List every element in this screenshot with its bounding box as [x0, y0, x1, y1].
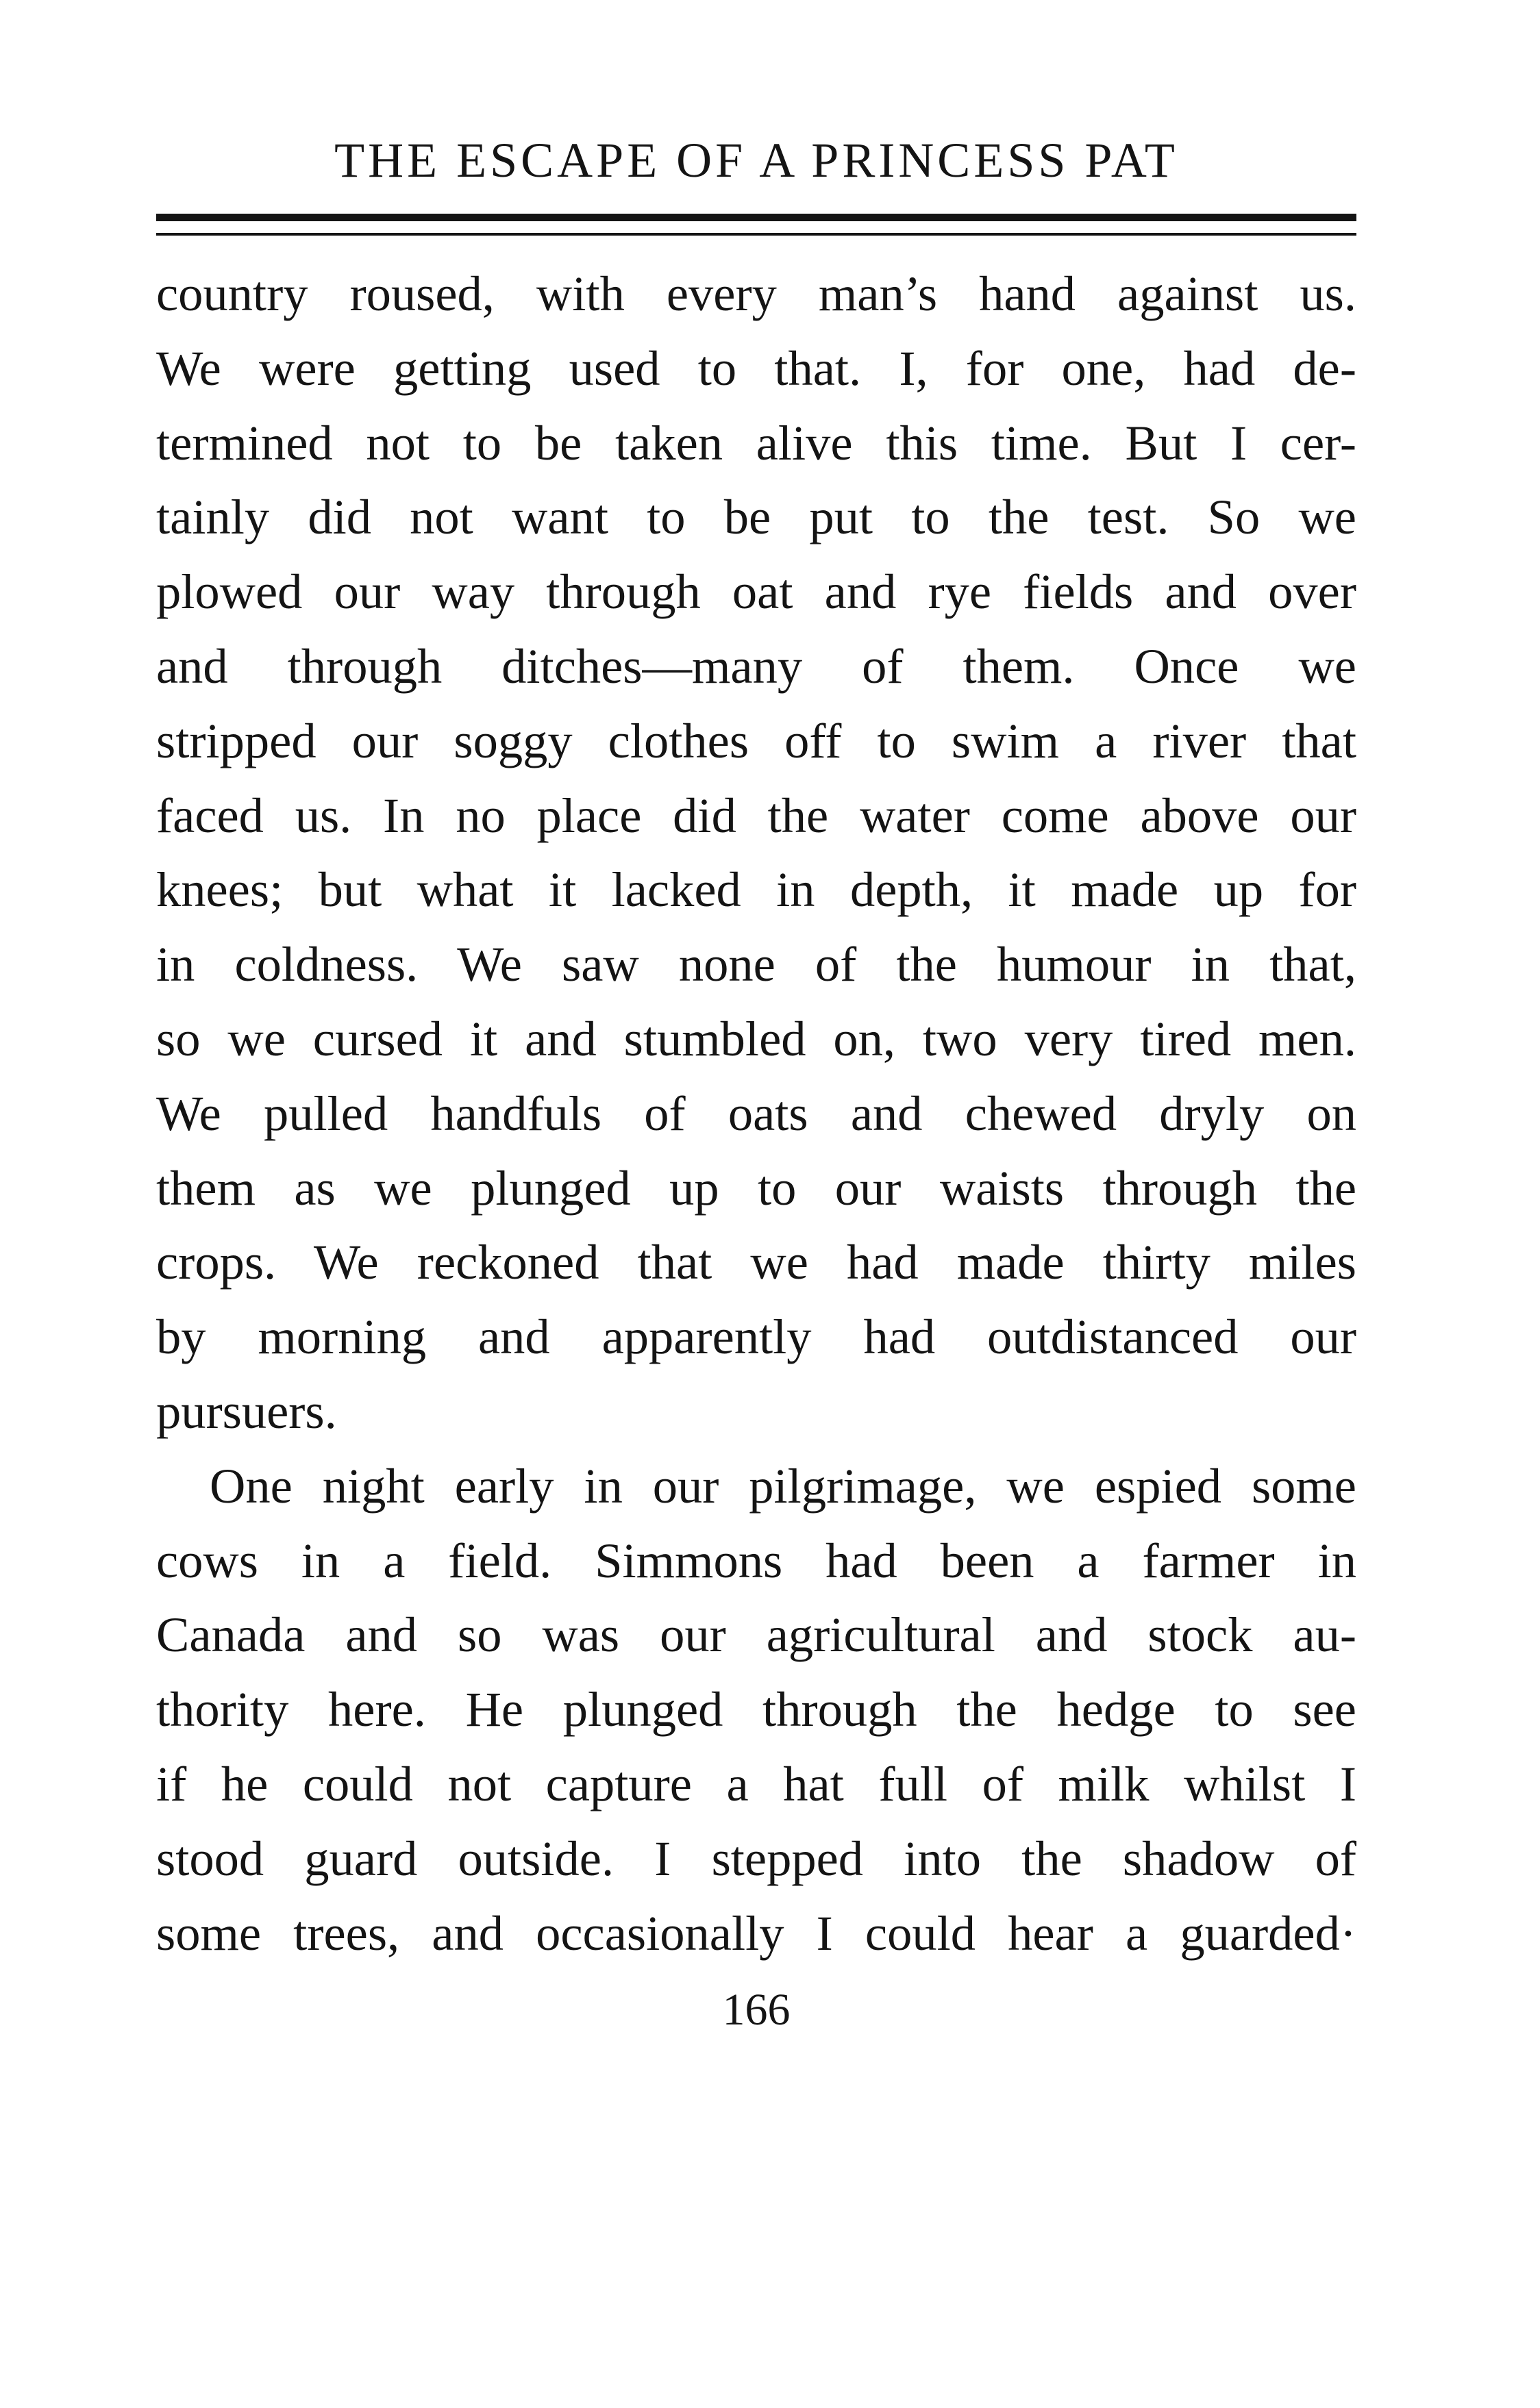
- paragraph-first-line: One night early in our pilgrimage, we espied some: [210, 1457, 1356, 1514]
- text-line: tainly did not want to be put to the test. So we: [156, 489, 1356, 545]
- text-line: thority here. He plunged through the hedge to see: [156, 1681, 1356, 1738]
- text-line: pursuers.: [156, 1383, 337, 1439]
- text-line: We pulled handfuls of oats and chewed dryly on: [156, 1085, 1356, 1141]
- text-line: so we cursed it and stumbled on, two very tired men.: [156, 1010, 1356, 1066]
- running-head-title: THE ESCAPE OF A PRINCESS PAT: [334, 133, 1178, 188]
- text-line: termined not to be taken alive this time. But I cer-: [156, 414, 1356, 471]
- header-rule-thin: [156, 233, 1356, 236]
- text-line: faced us. In no place did the water come above our: [156, 787, 1356, 843]
- text-line: them as we plunged up to our waists through the: [156, 1159, 1356, 1216]
- text-line: in coldness. We saw none of the humour in that,: [156, 936, 1356, 992]
- text-line: if he could not capture a hat full of milk whilst I: [156, 1755, 1356, 1811]
- text-line: and through ditches—many of them. Once we: [156, 638, 1356, 694]
- text-line: by morning and apparently had outdistanced our: [156, 1309, 1356, 1365]
- page-number: 166: [722, 1985, 791, 2035]
- text-line: Canada and so was our agricultural and stock au-: [156, 1607, 1356, 1663]
- text-line: stripped our soggy clothes off to swim a river that: [156, 712, 1356, 768]
- text-line: cows in a field. Simmons had been a farmer in: [156, 1532, 1356, 1588]
- body-text: [156, 257, 1356, 1970]
- text-line: plowed our way through oat and rye fields and over: [156, 564, 1356, 620]
- text-line: knees; but what it lacked in depth, it made up for: [156, 862, 1356, 918]
- text-line: country roused, with every man’s hand against us.: [156, 266, 1356, 321]
- text-line: some trees, and occasionally I could hear a guarded·: [156, 1905, 1356, 1961]
- text-line: crops. We reckoned that we had made thirty miles: [156, 1234, 1356, 1290]
- header-rule-thick: [156, 214, 1356, 221]
- text-line: We were getting used to that. I, for one, had de-: [156, 340, 1356, 396]
- text-line: stood guard outside. I stepped into the shadow of: [156, 1830, 1356, 1886]
